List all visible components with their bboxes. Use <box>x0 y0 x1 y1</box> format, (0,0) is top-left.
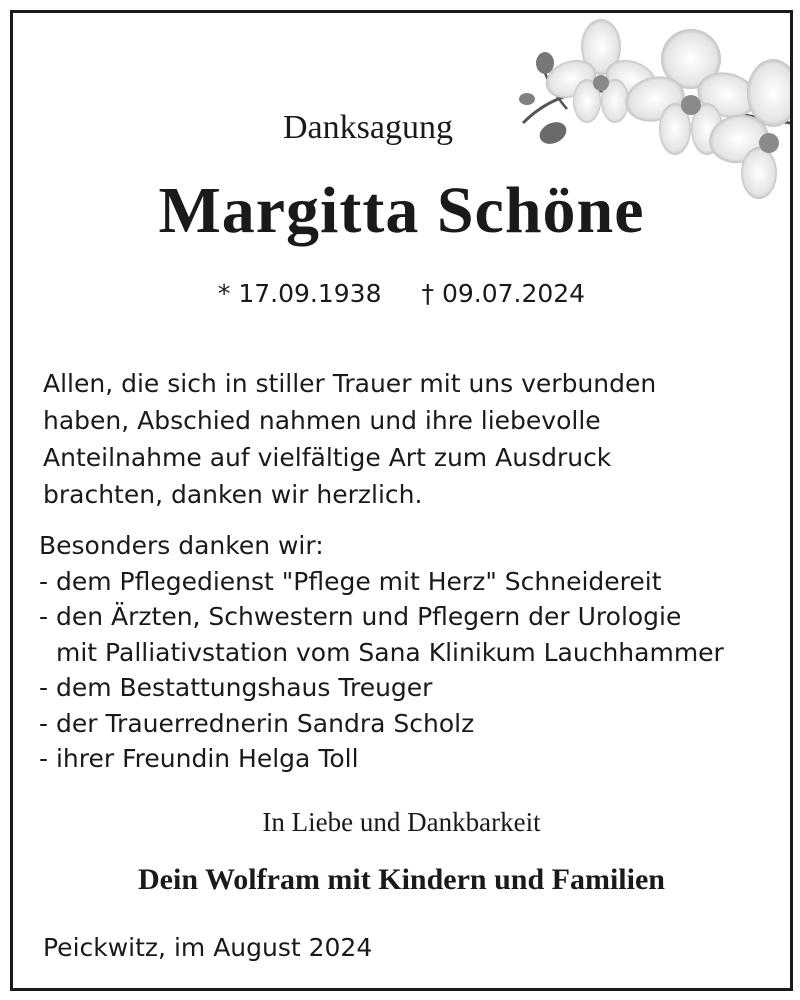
obituary-card <box>10 10 793 991</box>
death-date: † 09.07.2024 <box>421 279 586 308</box>
thanks-item: - der Trauerrednerin Sandra Scholz <box>39 708 475 738</box>
thanks-intro: Besonders danken wir: <box>39 531 324 560</box>
signature: Dein Wolfram mit Kindern und Familien <box>138 863 665 896</box>
deceased-name: Margitta Schöne <box>158 174 645 247</box>
gratitude-paragraph <box>43 365 763 513</box>
paragraph-line: haben, Abschied nahmen und ihre liebevolle <box>43 406 601 435</box>
special-thanks <box>39 528 784 777</box>
closing-line: In Liebe und Dankbarkeit <box>262 807 541 837</box>
birth-date: * 17.09.1938 <box>217 279 382 308</box>
place-date: Peickwitz, im August 2024 <box>43 933 373 962</box>
life-dates <box>13 279 790 308</box>
paragraph-line: Anteilnahme auf vielfältige Art zum Ausdruck <box>43 443 612 472</box>
thanks-item: - ihrer Freundin Helga Toll <box>39 744 359 773</box>
thanks-item: - den Ärzten, Schwestern und Pflegern der Urologie <box>39 602 682 631</box>
thanks-item: - dem Bestattungshaus Treuger <box>39 673 433 702</box>
thanks-item: mit Palliativstation vom Sana Klinikum Lauchhammer <box>56 637 724 667</box>
heading: Danksagung <box>283 109 453 146</box>
paragraph-line: brachten, danken wir herzlich. <box>43 480 423 509</box>
thanks-item: - dem Pflegedienst "Pflege mit Herz" Schneidereit <box>39 566 662 596</box>
paragraph-line: Allen, die sich in stiller Trauer mit uns verbunden <box>43 369 657 398</box>
